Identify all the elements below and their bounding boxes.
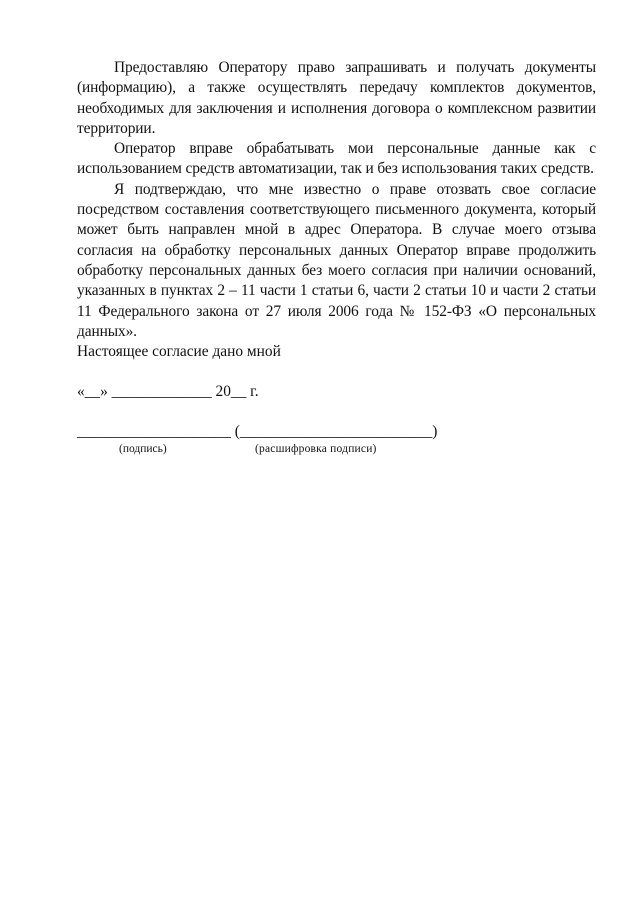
signature-line: ____________________ (_________________________) [77, 423, 438, 441]
document-page [77, 58, 596, 458]
date-line: «__» _____________ 20__ г. [77, 383, 259, 401]
signature-captions [77, 442, 596, 458]
paragraph-withdrawal-rights: Я подтверждаю, что мне известно о праве отозвать свое согласие посредством составления соответствующего письменного документа, который может быть направлен мной в адрес Оператора. В случае моего отзыва согласия на обработку персональных данных Оператор вправе продолжить обработку персональных данных без моего согласия при наличии оснований, указанных в пунктах 2 – 11 части 1 статьи 6, части 2 статьи 10 и части 2 статьи 11 Федерального закона от 27 июля 2006 года № 152-ФЗ «О персональных данных». [77, 180, 596, 340]
paragraph-documents-request: Предоставляю Оператору право запрашивать и получать документы (информацию), а также осуществлять передачу комплектов документов, необходимых для заключения и исполнения договора о комплексном развитии территории. [77, 59, 596, 137]
name-decoding-caption: (расшифровка подписи) [255, 443, 377, 456]
signature-caption: (подпись) [119, 443, 167, 456]
consent-given-text: Настоящее согласие дано мной [77, 343, 281, 361]
paragraph-processing-means: Оператор вправе обрабатывать мои персональные данные как с использованием средств автоматизации, так и без использования таких средств. [77, 140, 596, 178]
